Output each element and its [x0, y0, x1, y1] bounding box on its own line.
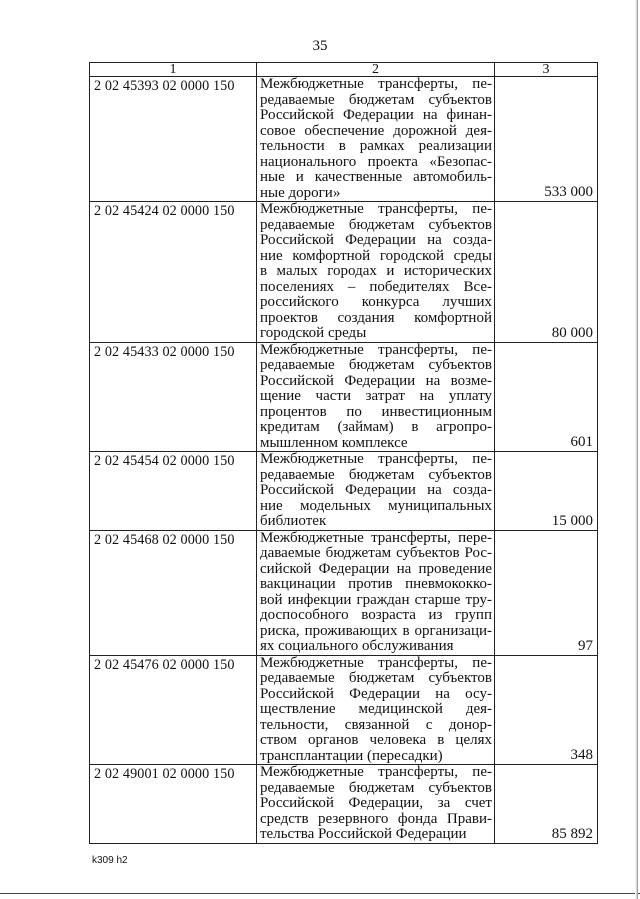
description-line: проектов создания комфортной: [260, 310, 492, 326]
budget-code: 2 02 45476 02 0000 150: [90, 655, 257, 765]
description-cell: [257, 77, 495, 202]
header-col-3: 3: [495, 63, 598, 77]
description-line: редаваемые бюджетам субъектов: [260, 358, 492, 373]
amount-value: 533 000: [495, 77, 598, 202]
amount-value: 15 000: [495, 452, 598, 531]
scan-edge-line: [0, 893, 640, 894]
budget-code: 2 02 45393 02 0000 150: [90, 77, 257, 202]
description-line: процентов по инвестиционным: [260, 404, 492, 420]
description-line: национального проекта «Безопас-: [260, 154, 492, 170]
description-line: трансплантации (пересадки): [260, 748, 443, 764]
amount-value: 601: [495, 342, 598, 452]
description-line: Российской Федерации, за счет: [260, 796, 492, 811]
description-line: редаваемые бюджетам субъектов: [260, 92, 492, 108]
table-row: [90, 452, 598, 531]
page-number: 35: [312, 38, 328, 54]
description-line: поселениях – победителях Все-: [260, 279, 492, 295]
description-line: ством органов человека в целях: [260, 733, 492, 748]
description-line: средств резервного фонда Прави-: [260, 811, 492, 827]
header-col-2: 2: [257, 63, 495, 77]
footer-code: k309 h2: [92, 855, 128, 866]
description-line: совое обеспечение дорожной дея-: [260, 123, 492, 139]
table-row: [90, 77, 598, 202]
description-line: Российской Федерации на созда-: [260, 233, 492, 248]
description-line: Межбюджетные трансферты, пе-: [260, 765, 492, 780]
description-line: даваемые бюджетам субъектов Рос-: [260, 546, 492, 561]
description-cell: [257, 765, 495, 844]
description-line: доспособного возраста из групп: [260, 608, 492, 623]
description-cell: [257, 452, 495, 531]
table-row: [90, 342, 598, 452]
budget-code: 2 02 45468 02 0000 150: [90, 530, 257, 655]
table-row: [90, 202, 598, 343]
description-line: Российской Федерации на возме-: [260, 373, 492, 389]
description-line: редаваемые бюджетам субъектов: [260, 217, 492, 233]
description-line: кредитам (займам) в агропро-: [260, 420, 492, 435]
description-line: вой инфекции граждан старше тру-: [260, 592, 492, 608]
amount-value: 85 892: [495, 765, 598, 844]
description-line: городской среды: [260, 326, 367, 341]
budget-table: [89, 62, 598, 844]
amount-value: 348: [495, 655, 598, 765]
description-line: редаваемые бюджетам субъектов: [260, 467, 492, 483]
budget-code: 2 02 49001 02 0000 150: [90, 765, 257, 844]
description-line: Межбюджетные трансферты, пе-: [260, 77, 492, 92]
description-line: Российской Федерации на осу-: [260, 686, 492, 702]
description-line: тельности в рамках реализации: [260, 139, 492, 154]
table-row: [90, 655, 598, 765]
description-line: в малых городах и исторических: [260, 264, 492, 279]
description-line: щение части затрат на уплату: [260, 389, 492, 404]
description-line: российского конкурса лучших: [260, 295, 492, 310]
table-header-row: [90, 63, 598, 77]
description-line: ные и качественные автомобиль-: [260, 170, 492, 185]
description-line: ние комфортной городской среды: [260, 248, 492, 264]
description-line: мышленном комплексе: [260, 435, 408, 451]
description-cell: [257, 530, 495, 655]
description-line: Межбюджетные трансферты, пе-: [260, 202, 492, 217]
description-line: риска, проживающих в организаци-: [260, 623, 492, 639]
description-line: тельности, связанной с донор-: [260, 717, 492, 733]
description-line: Межбюджетные трансферты, пере-: [260, 530, 492, 546]
description-line: Межбюджетные трансферты, пе-: [260, 342, 492, 358]
budget-code: 2 02 45424 02 0000 150: [90, 202, 257, 343]
budget-code: 2 02 45433 02 0000 150: [90, 342, 257, 452]
description-line: Российской Федерации на созда-: [260, 483, 492, 498]
description-line: редаваемые бюджетам субъектов: [260, 780, 492, 796]
scan-edge-shadow: [635, 0, 638, 899]
description-cell: [257, 655, 495, 765]
description-line: редаваемые бюджетам субъектов: [260, 671, 492, 686]
description-line: Межбюджетные трансферты, пе-: [260, 655, 492, 671]
table-row: [90, 765, 598, 844]
description-line: ные дороги»: [260, 185, 341, 201]
description-line: ние модельных муниципальных: [260, 498, 492, 514]
table-row: [90, 530, 598, 655]
description-line: вакцинации против пневмококко-: [260, 577, 492, 592]
description-cell: [257, 202, 495, 343]
amount-value: 97: [495, 530, 598, 655]
description-line: сийской Федерации на проведение: [260, 561, 492, 577]
description-cell: [257, 342, 495, 452]
description-line: ществление медицинской дея-: [260, 702, 492, 717]
description-line: ях социального обслуживания: [260, 639, 454, 654]
description-line: библиотек: [260, 514, 327, 529]
description-line: Межбюджетные трансферты, пе-: [260, 452, 492, 467]
description-line: тельства Российской Федерации: [260, 827, 467, 842]
header-col-1: 1: [90, 63, 257, 77]
budget-code: 2 02 45454 02 0000 150: [90, 452, 257, 531]
amount-value: 80 000: [495, 202, 598, 343]
description-line: Российской Федерации на финан-: [260, 108, 492, 123]
